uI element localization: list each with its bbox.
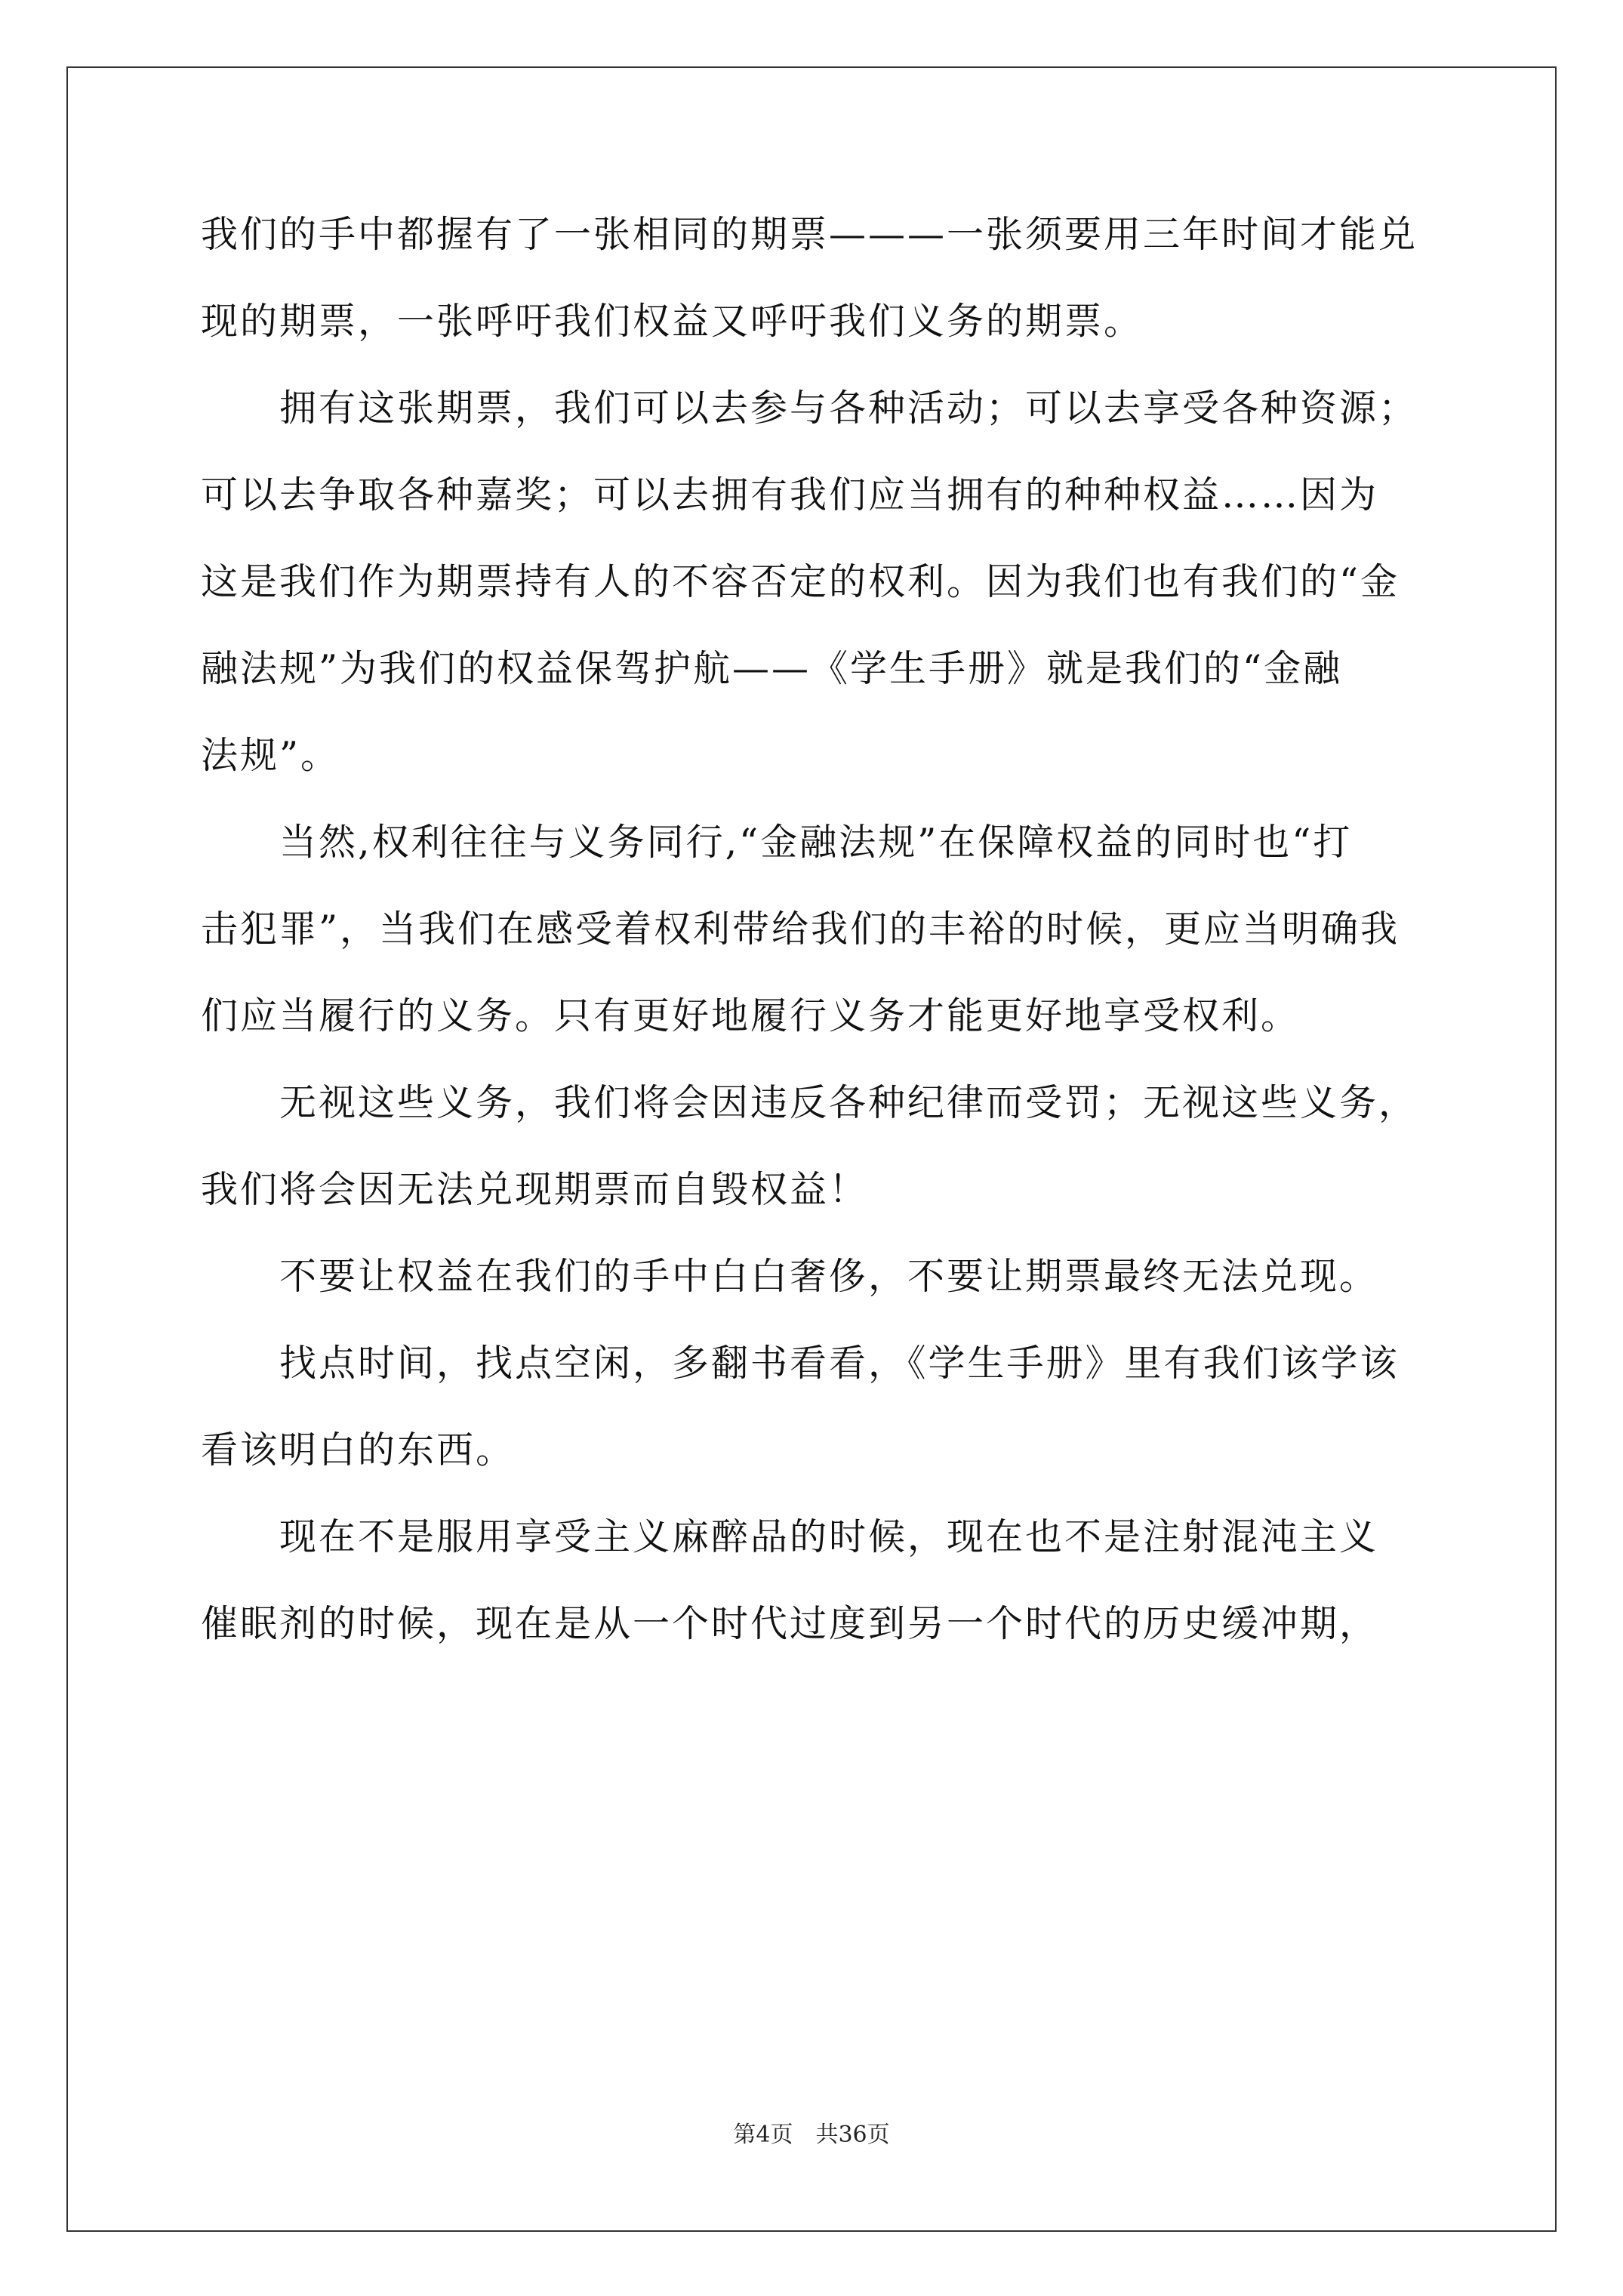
- text-line: 现在不是服用享受主义麻醉品的时候，现在也不是注射混沌主义: [201, 1515, 1379, 1558]
- text-line: 不要让权益在我们的手中白白奢侈，不要让期票最终无法兑现。: [201, 1255, 1379, 1298]
- text-line: 现的期票，一张呼吁我们权益又呼吁我们义务的期票。: [201, 300, 1144, 343]
- page-number-footer: 第4页 共36页: [733, 2122, 890, 2148]
- text-line: 找点时间，找点空闲，多翻书看看，《学生手册》里有我们该学该: [201, 1342, 1400, 1385]
- text-line: 看该明白的东西。: [201, 1428, 516, 1472]
- text-line: 法规”。: [201, 734, 340, 777]
- text-line: 击犯罪”，当我们在感受着权利带给我们的丰裕的时候，更应当明确我: [201, 908, 1400, 951]
- text-line: 当然,权利往往与义务同行,“金融法规”在保障权益的同时也“打: [201, 821, 1353, 864]
- text-line: 我们的手中都握有了一张相同的期票———一张须要用三年时间才能兑: [201, 213, 1418, 256]
- text-line: 催眠剂的时候，现在是从一个时代过度到另一个时代的历史缓冲期，: [201, 1602, 1379, 1645]
- text-line: 这是我们作为期票持有人的不容否定的权利。因为我们也有我们的“金: [201, 560, 1400, 603]
- text-line: 拥有这张期票，我们可以去参与各种活动；可以去享受各种资源；: [201, 387, 1418, 430]
- text-line: 融法规”为我们的权益保驾护航——《学生手册》就是我们的“金融: [201, 647, 1343, 690]
- text-line: 无视这些义务，我们将会因违反各种纪律而受罚；无视这些义务，: [201, 1081, 1418, 1124]
- text-line: 可以去争取各种嘉奖；可以去拥有我们应当拥有的种种权益……因为: [201, 473, 1379, 516]
- text-line: 们应当履行的义务。只有更好地履行义务才能更好地享受权利。: [201, 994, 1301, 1037]
- text-line: 我们将会因无法兑现期票而自毁权益！: [201, 1168, 869, 1211]
